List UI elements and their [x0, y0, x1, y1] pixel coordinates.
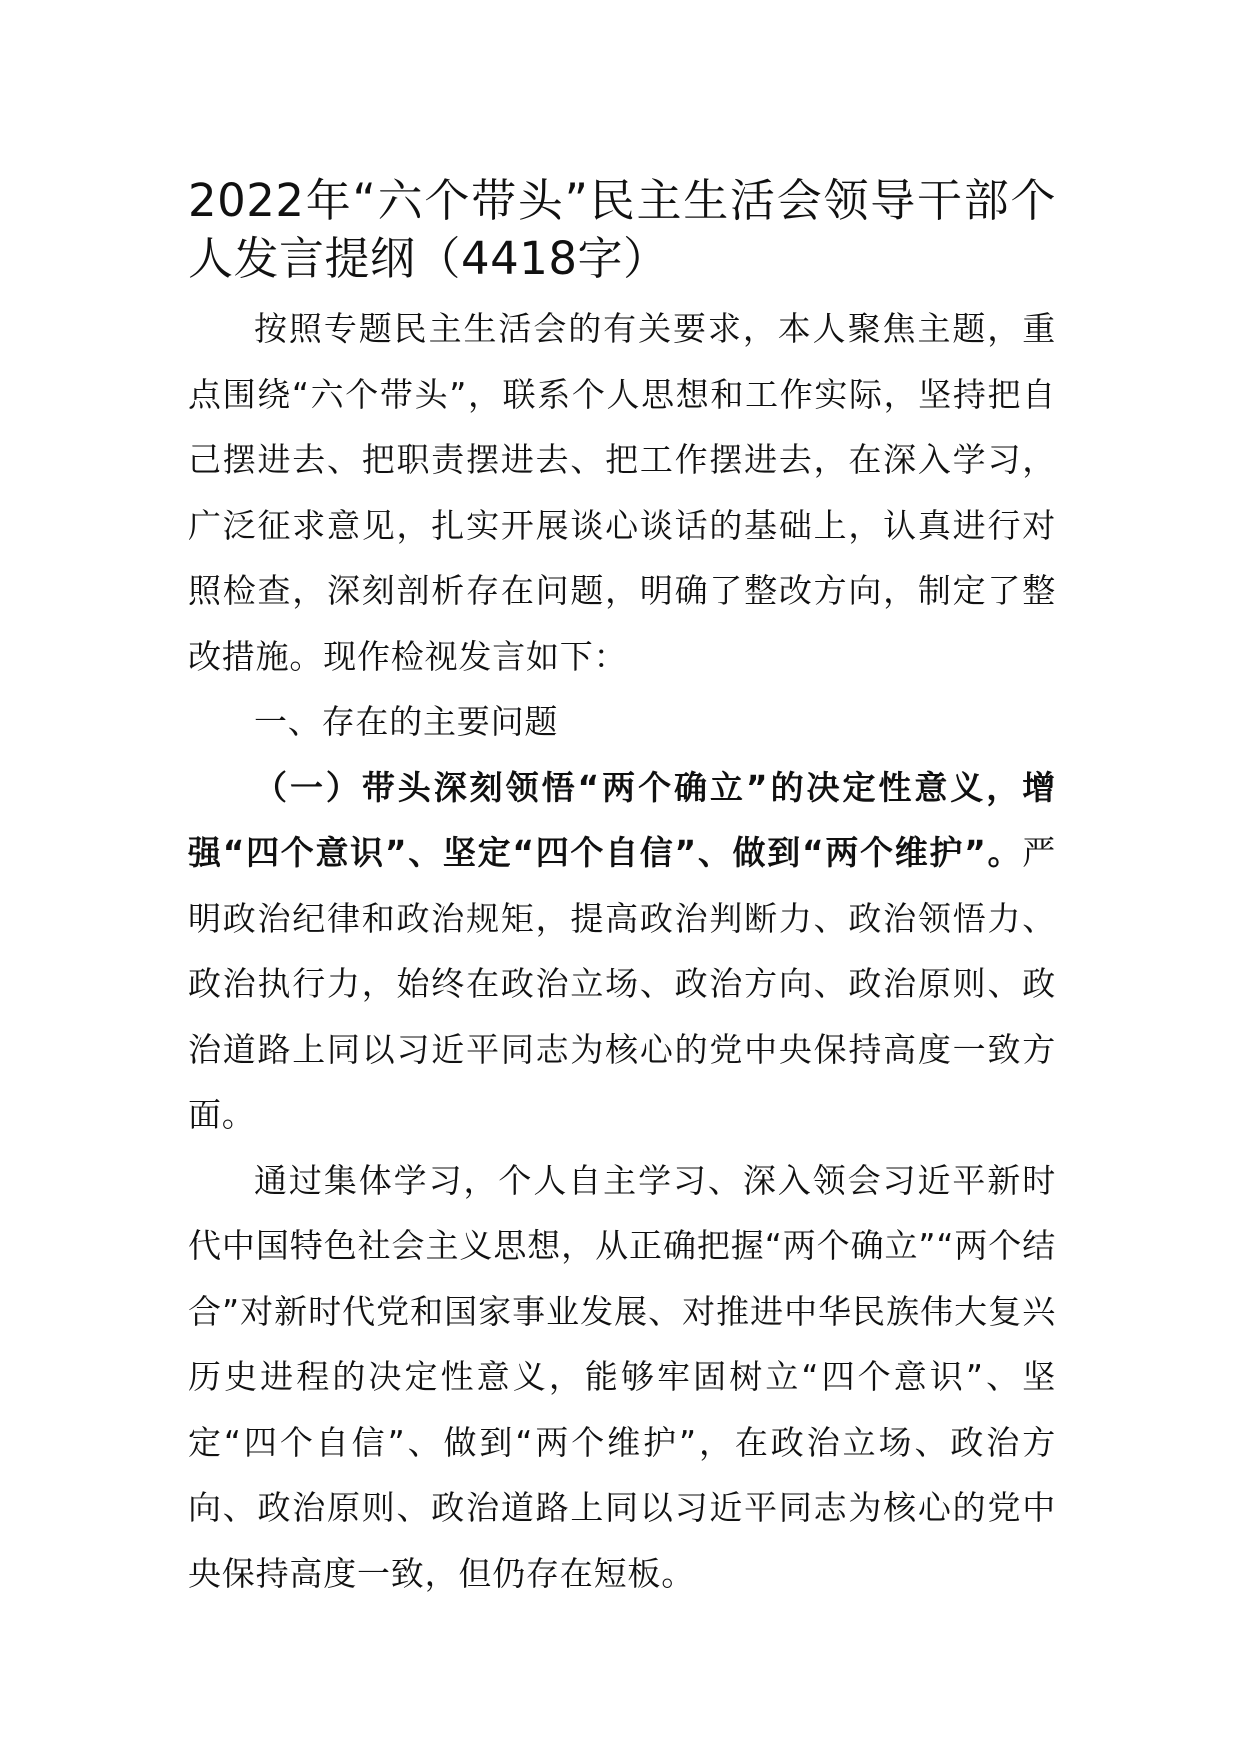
body-paragraph: 通过集体学习，个人自主学习、深入领会习近平新时代中国特色社会主义思想，从正确把握“两个确立”“两个结合”对新时代党和国家事业发展、对推进中华民族伟大复兴历史进程的决定性意义，能够牢固树立“四个意识”、坚定“四个自信”、做到“两个维护”，在政治立场、政治方向、政治原则、政治道路上同以习近平同志为核心的党中央保持高度一致，但仍存在短板。 [188, 1160, 1056, 1593]
document-title: 2022年“六个带头”民主生活会领导干部个人发言提纲（4418字） [188, 174, 1056, 285]
subsection-heading: （一）带头深刻领悟“两个确立”的决定性意义，增强“四个意识”、坚定“四个自信”、做到“两个维护”。 [188, 767, 1056, 872]
section-heading: 一、存在的主要问题 [254, 702, 559, 741]
subsection-text: 严明政治纪律和政治规矩，提高政治判断力、政治领悟力、政治执行力，始终在政治立场、政治方向、政治原则、政治道路上同以习近平同志为核心的党中央保持高度一致方面。 [188, 833, 1056, 1134]
subsection-paragraph [188, 755, 1056, 1148]
intro-paragraph: 按照专题民主生活会的有关要求，本人聚焦主题，重点围绕“六个带头”，联系个人思想和工作实际，坚持把自己摆进去、把职责摆进去、把工作摆进去，在深入学习，广泛征求意见，扎实开展谈心谈话的基础上，认真进行对照检查，深刻剖析存在问题，明确了整改方向，制定了整改措施。现作检视发言如下： [188, 309, 1056, 676]
document-body [188, 172, 1056, 1606]
